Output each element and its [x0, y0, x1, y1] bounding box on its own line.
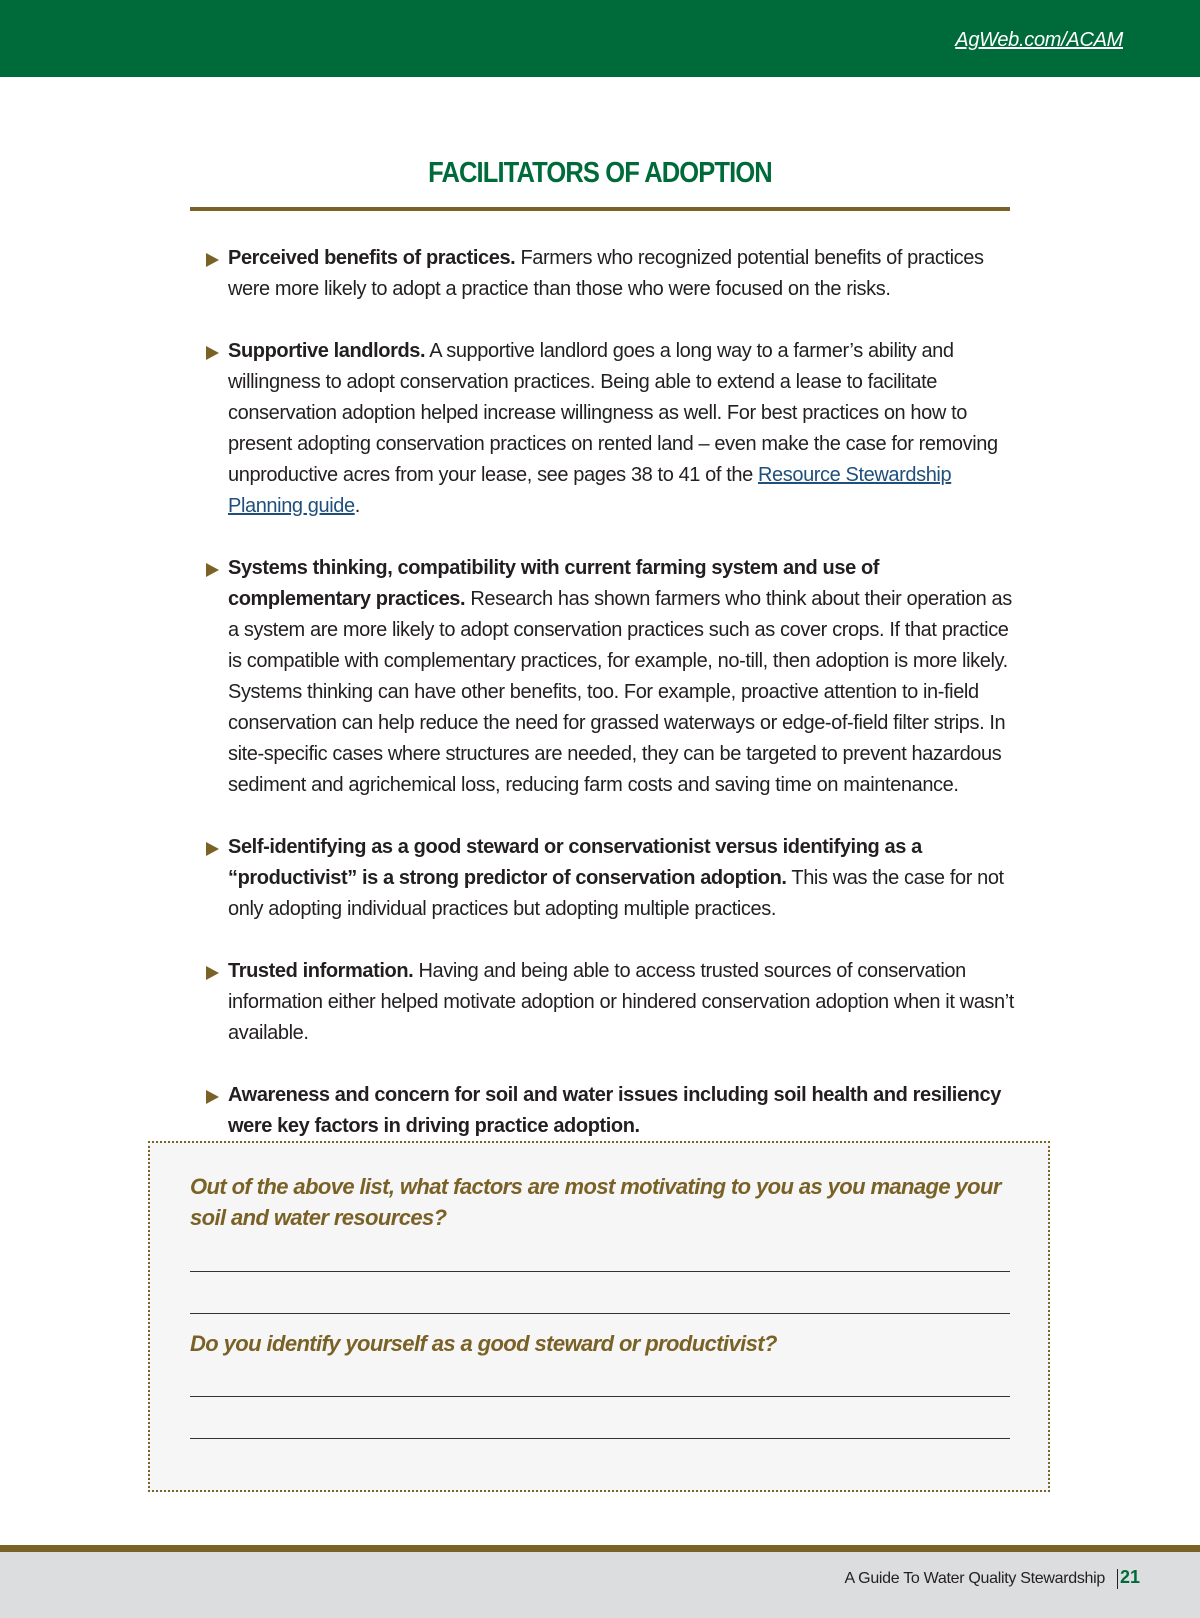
list-item — [206, 1080, 1021, 1142]
item-text: Farmers who recognized potential benefits of practices were more likely to adopt a practice than those who were focused on the risks. — [228, 247, 984, 300]
list-item — [206, 832, 1021, 925]
item-lead: Perceived benefits of practices. — [228, 247, 516, 269]
answer-line[interactable] — [190, 1438, 1010, 1439]
item-text-end: . — [354, 495, 360, 517]
item-lead: Systems thinking, compatibility with current farming system and use of complementary practices. — [228, 557, 880, 610]
list-item — [206, 553, 1021, 801]
page-number: 21 — [1119, 1567, 1140, 1587]
triangle-bullet-icon — [206, 966, 219, 980]
answer-line[interactable] — [190, 1271, 1010, 1272]
header-bar — [0, 0, 1200, 77]
item-text: A supportive landlord goes a long way to a farmer’s ability and willingness to adopt conservation practices. Being able to extend a lease to facilitate conservation adoption helped increase willingness as well. For best practices on how to present adopting conservation practices on rented land – even make the case for removing unproductive acres from your lease, see pages 38 to 41 of the — [228, 340, 998, 486]
section-title: FACILITATORS OF ADOPTION — [428, 157, 772, 189]
resource-guide-link[interactable]: Resource Stewardship Planning guide — [228, 464, 952, 517]
question-steward-identity: Do you identify yourself as a good steward or productivist? — [190, 1331, 777, 1356]
item-text: Research has shown farmers who think about their operation as a system are more likely to adopt conservation practices such as cover crops. If that practice is compatible with complementary practices, for example, no-till, then adoption is more likely. Systems thinking can have other benefits, too. For example, proactive attention to in-field conservation can help reduce the need for grassed waterways or edge-of-field filter strips. In site-specific cases where structures are needed, they can be targeted to prevent hazardous sediment and agrichemical loss, reducing farm costs and saving time on maintenance. — [228, 588, 1012, 796]
site-link[interactable]: AgWeb.com/ACAM — [955, 29, 1123, 51]
guide-title: A Guide To Water Quality Stewardship — [844, 1570, 1105, 1587]
item-lead: Supportive landlords. — [228, 340, 426, 362]
footer-separator — [1117, 1569, 1118, 1589]
question-motivating-factors: Out of the above list, what factors are most motivating to you as you manage your soil and water resources? — [190, 1174, 1001, 1230]
item-lead: Self-identifying as a good steward or conservationist versus identifying as a “productivist” is a strong predictor of conservation adoption. — [228, 836, 922, 889]
triangle-bullet-icon — [206, 842, 219, 856]
reflection-box — [148, 1141, 1050, 1492]
triangle-bullet-icon — [206, 1090, 219, 1104]
list-item — [206, 956, 1021, 1049]
list-item — [206, 243, 1021, 305]
triangle-bullet-icon — [206, 563, 219, 577]
item-text: This was the case for not only adopting individual practices but adopting multiple practices. — [228, 867, 1004, 920]
facilitators-list — [206, 243, 1021, 1173]
item-lead: Awareness and concern for soil and water issues including soil health and resiliency were key factors in driving practice adoption. — [228, 1084, 1001, 1137]
item-lead: Trusted information. — [228, 960, 414, 982]
answer-line[interactable] — [190, 1396, 1010, 1397]
triangle-bullet-icon — [206, 253, 219, 267]
triangle-bullet-icon — [206, 346, 219, 360]
title-divider — [190, 207, 1010, 211]
answer-line[interactable] — [190, 1313, 1010, 1314]
item-text: Having and being able to access trusted sources of conservation information either helped motivate adoption or hindered conservation adoption when it wasn’t available. — [228, 960, 1014, 1044]
footer-divider — [0, 1545, 1200, 1552]
list-item — [206, 336, 1021, 522]
